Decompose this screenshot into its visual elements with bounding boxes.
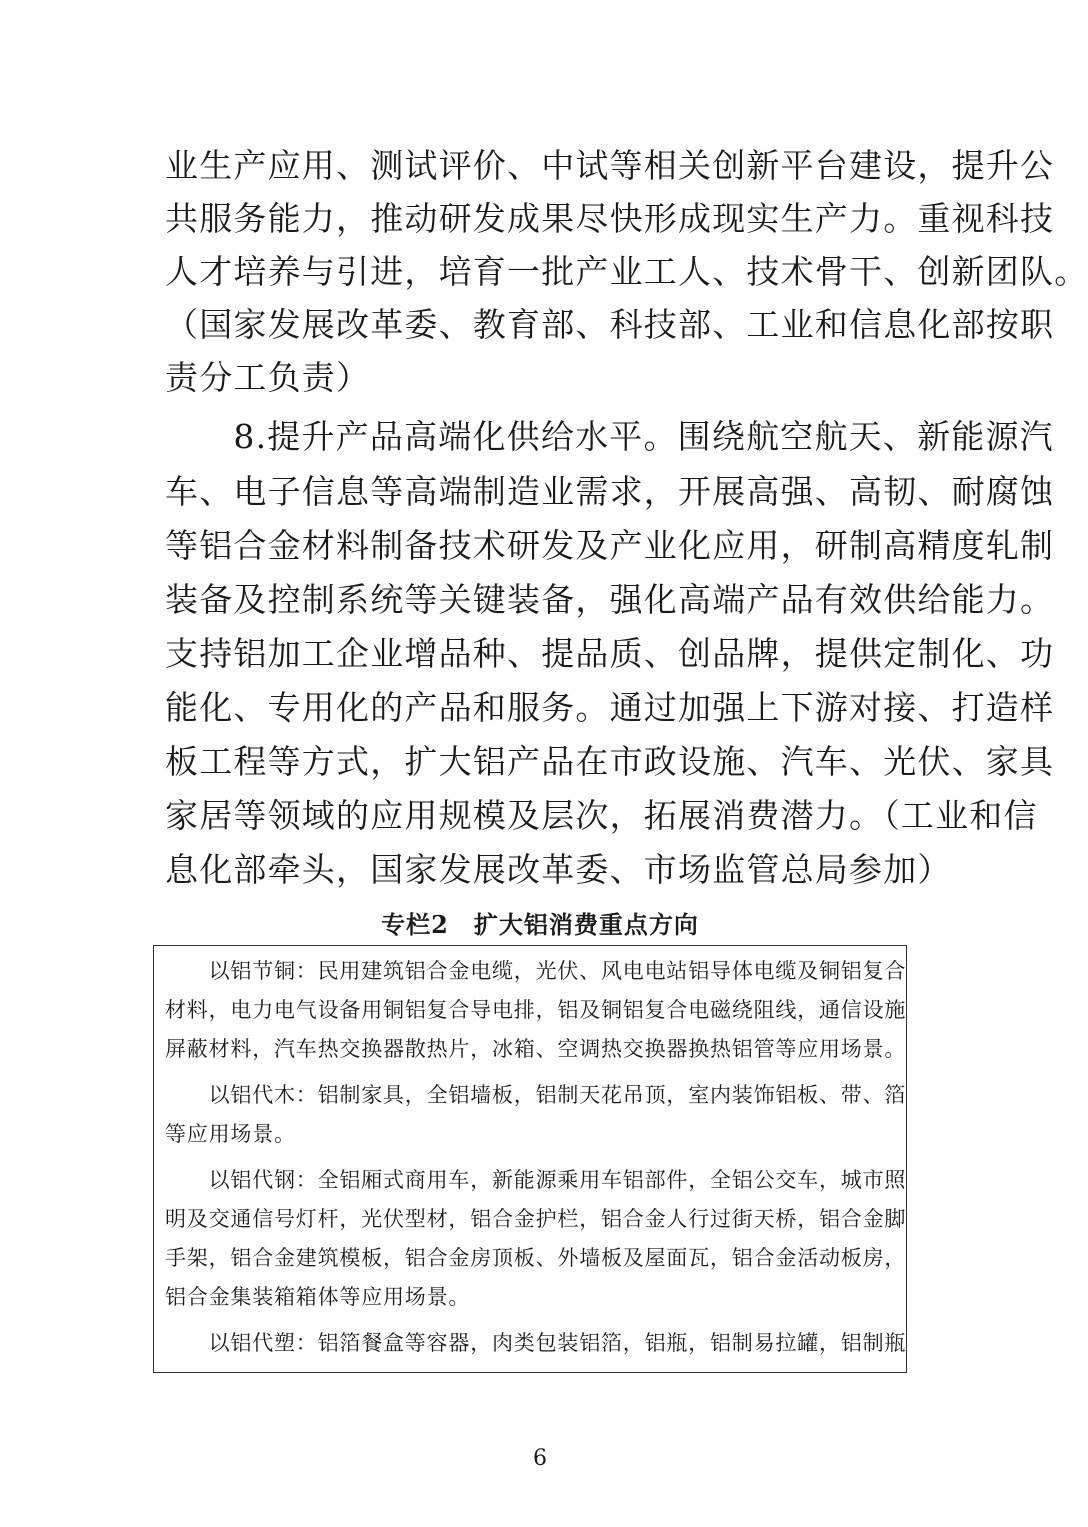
box-line-2: 材料，电力电气设备用铜铝复合导电排，铝及铜铝复合电磁绕阻线，通信设施 [165,998,907,1022]
box-line-5: 等应用场景。 [165,1122,296,1146]
box-line-4: 以铝代木：铝制家具，全铝墙板，铝制天花吊顶，室内装饰铝板、带、箔 [165,1083,907,1107]
body-line-12: 板工程等方式，扩大铝产品在市政设施、汽车、光伏、家具 [165,742,1055,781]
box-line-7: 明及交通信号灯杆，光伏型材，铝合金护栏，铝合金人行过街天桥，铝合金脚 [165,1207,907,1231]
body-line-8: 等铝合金材料制备技术研发及产业化应用，研制高精度轧制 [165,526,1055,565]
box-line-8: 手架，铝合金建筑模板，铝合金房顶板、外墙板及屋面瓦，铝合金活动板房， [165,1246,907,1270]
body-line-10: 支持铝加工企业增品种、提品质、创品牌，提供定制化、功 [165,634,1055,673]
box-line-3: 屏蔽材料，汽车热交换器散热片，冰箱、空调热交换器换热铝管等应用场景。 [165,1037,907,1061]
box-title: 专栏2 扩大铝消费重点方向 [381,910,699,939]
box-line-9: 铝合金集装箱箱体等应用场景。 [165,1285,471,1309]
body-line-3: 人才培养与引进，培育一批产业工人、技术骨干、创新团队。 [165,252,1088,291]
page-number: 6 [533,1446,547,1471]
body-line-13: 家居等领域的应用规模及层次，拓展消费潜力。（工业和信 [165,796,1038,835]
body-line-2: 共服务能力，推动研发成果尽快形成现实生产力。重视科技 [165,199,1055,238]
box-line-10: 以铝代塑：铝箔餐盒等容器，肉类包装铝箔，铝瓶，铝制易拉罐，铝制瓶 [165,1331,907,1355]
body-line-7: 车、电子信息等高端制造业需求，开展高强、高韧、耐腐蚀 [165,472,1055,511]
body-line-1: 业生产应用、测试评价、中试等相关创新平台建设，提升公 [165,146,1055,185]
box-line-6: 以铝代钢：全铝厢式商用车，新能源乘用车铝部件，全铝公交车，城市照 [165,1168,907,1192]
body-line-6: 8.提升产品高端化供给水平。围绕航空航天、新能源汽 [165,417,1054,456]
body-line-9: 装备及控制系统等关键装备，强化高端产品有效供给能力。 [165,580,1055,619]
body-line-5: 责分工负责） [165,358,371,397]
body-line-4: （国家发展改革委、教育部、科技部、工业和信息化部按职 [165,305,1055,344]
box-line-1: 以铝节铜：民用建筑铝合金电缆，光伏、风电电站铝导体电缆及铜铝复合 [165,959,907,983]
body-line-11: 能化、专用化的产品和服务。通过加强上下游对接、打造样 [165,688,1055,727]
body-line-14: 息化部牵头，国家发展改革委、市场监管总局参加） [165,850,952,889]
